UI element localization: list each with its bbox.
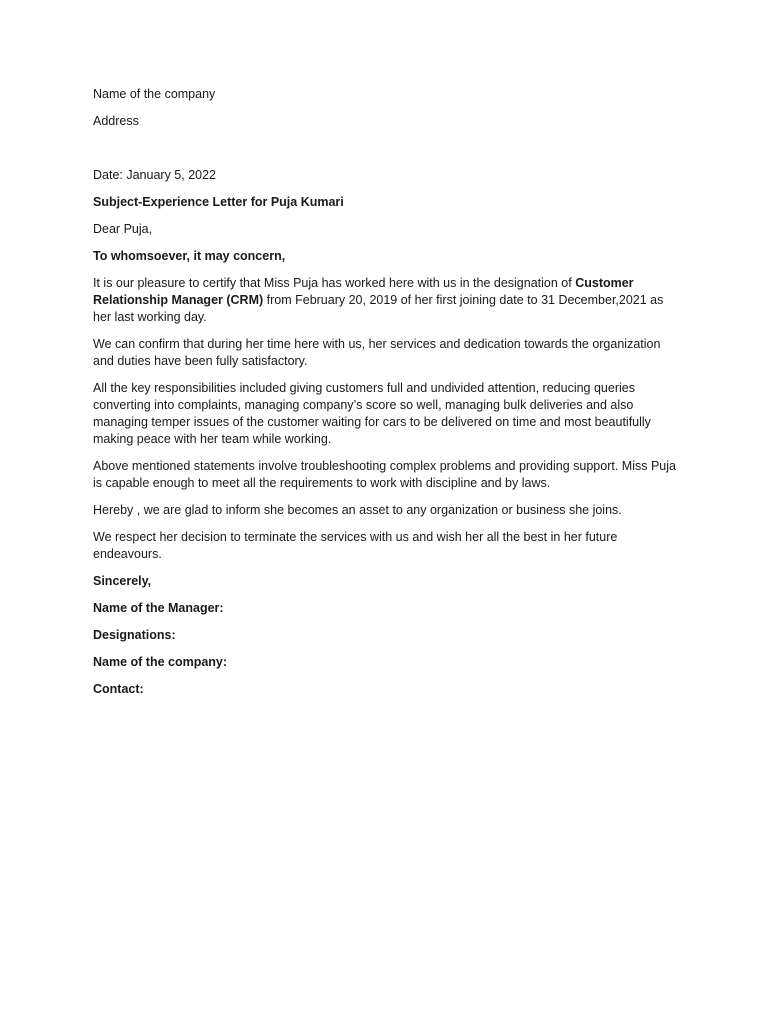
paragraph-farewell: We respect her decision to terminate the services with us and wish her all the best in her future endeavours. [93,530,618,561]
paragraph-capabilities: Above mentioned statements involve troubleshooting complex problems and providing support. Miss Puja is capable enough to meet all the requirements to work with discipline and by laws. [93,459,676,490]
paragraph-confirmation: We can confirm that during her time here with us, her services and dedication towards the organization and duties have been fully satisfactory. [93,337,661,368]
designation-label: Designations: [93,628,176,642]
letter-page [93,86,683,708]
designation-title: Customer Relationship Manager (CRM) [93,276,634,307]
paragraph-certification-start: It is our pleasure to certify that Miss Puja has worked here with us in the designation of [93,276,576,290]
salutation: Dear Puja, [93,222,153,236]
address: Address [93,114,139,128]
company-name-label: Name of the company: [93,655,228,669]
letter-subject: Subject-Experience Letter for Puja Kumari [93,195,344,209]
contact-label: Contact: [93,682,144,696]
paragraph-responsibilities: All the key responsibilities included giving customers full and undivided attention, reducing queries converting into complaints, managing company’s score so well, managing bulk deliveries and also managing temper issues of the customer waiting for cars to be delivered on time and most beautifully making peace with her team while working. [93,381,651,446]
to-whom-it-may-concern: To whomsoever, it may concern, [93,249,286,263]
paragraph-certification-end: from February 20, 2019 of her first joining date to 31 December,2021 as her last working day. [93,293,664,324]
paragraph-certification [93,275,683,326]
letter-date: Date: January 5, 2022 [93,168,216,182]
manager-name-label: Name of the Manager: [93,601,224,615]
company-name: Name of the company [93,87,216,101]
paragraph-asset: Hereby , we are glad to inform she becomes an asset to any organization or business she joins. [93,503,622,517]
closing: Sincerely, [93,574,152,588]
